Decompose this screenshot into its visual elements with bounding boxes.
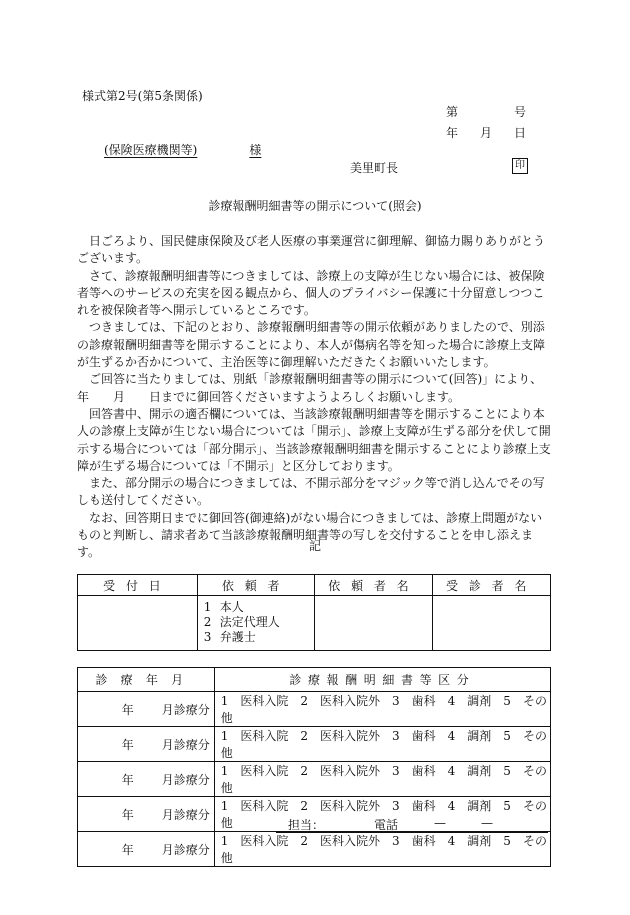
- phone-label: 電話: [374, 818, 399, 832]
- header-treatment-month: 診療年月: [78, 668, 215, 692]
- treatment-period[interactable]: 年 月診療分: [78, 832, 215, 867]
- patient-name-cell[interactable]: [433, 596, 551, 651]
- treatment-period[interactable]: 年 月診療分: [78, 762, 215, 797]
- contact-line: [276, 816, 548, 833]
- contact-person-label: 担当：: [288, 818, 325, 832]
- header-statement-category: 診療報酬明細書等区分: [214, 668, 550, 692]
- ki-heading: 記: [308, 539, 321, 553]
- body-paragraph: つきましては、下記のとおり、診療報酬明細書等の開示依頼がありましたので、別添の診療報酬明細書等を開示することにより、本人が傷病名等を知った場合に診療上支障が生ずるか否かについて、主治医等に御理解いただきたくお願いいたします。: [77, 320, 546, 370]
- category-options[interactable]: 1 医科入院 2 医科入院外 3 歯科 4 調剤 5 その他: [214, 797, 550, 832]
- treatment-table-header: [78, 668, 551, 692]
- header-reception-date: 受付日: [78, 575, 198, 596]
- document-title: 診療報酬明細書等の開示について(照会): [208, 199, 422, 213]
- addressee-suffix: 様: [249, 143, 262, 157]
- body-paragraph: ご回答に当たりましては、別紙「診療報酬明細書等の開示について(回答)」により、 年 月 日までに御回答くださいますようよろしくお願いします。: [77, 372, 549, 404]
- body-paragraph: さて、診療報酬明細書等につきましては、診療上の支障が生じない場合には、被保険者等へのサービスの充実を図る観点から、個人のプライバシー保護に十分留意しつつこれを被保険者等へ開示しているところです。: [77, 268, 545, 318]
- table-row: [78, 832, 551, 867]
- document-number: [446, 103, 526, 120]
- header-requester-name: 依頼者名: [315, 575, 433, 596]
- number-label-go: 号: [513, 105, 526, 119]
- body-text: [77, 233, 551, 562]
- requester-cell: [197, 596, 315, 651]
- table-row: [78, 692, 551, 727]
- date-month: 月: [479, 126, 492, 140]
- treatment-period[interactable]: 年 月診療分: [78, 797, 215, 832]
- phone-separator: —: [434, 816, 446, 830]
- sender: 美里町長: [350, 161, 399, 175]
- request-table-row: [78, 596, 551, 651]
- treatment-period[interactable]: 年 月診療分: [78, 727, 215, 762]
- request-table: [77, 574, 551, 651]
- treatment-period[interactable]: 年 月診療分: [78, 692, 215, 727]
- header-patient-name: 受診者名: [433, 575, 551, 596]
- reception-date-cell[interactable]: [78, 596, 198, 651]
- request-table-header: [78, 575, 551, 596]
- requester-name-cell[interactable]: [315, 596, 433, 651]
- phone-separator: —: [481, 816, 493, 830]
- number-label-dai: 第: [446, 105, 459, 119]
- table-row: [78, 762, 551, 797]
- body-paragraph: なお、回答期日までに御回答(御連絡)がない場合につきましては、診療上問題がないものと判断し、請求者あて当該診療報酬明細書等の写しを交付することを申し添えます。: [77, 510, 543, 560]
- date-year: 年: [446, 126, 459, 140]
- category-options[interactable]: 1 医科入院 2 医科入院外 3 歯科 4 調剤 5 その他: [214, 832, 550, 867]
- header-requester: 依頼者: [197, 575, 315, 596]
- addressee: [104, 141, 261, 158]
- table-row: [78, 727, 551, 762]
- addressee-name: (保険医療機関等): [104, 143, 198, 157]
- body-paragraph: 日ごろより、国民健康保険及び老人医療の事業運営に御理解、御協力賜りありがとうございます。: [77, 234, 546, 266]
- form-number: 様式第2号(第5条関係): [82, 89, 203, 103]
- body-paragraph: 回答書中、開示の適否欄については、当該診療報酬明細書等を開示することにより本人の診療上支障が生じない場合については「開示」、診療上支障が生ずる部分を伏して開示する場合については「部分開示」、当該診療報酬明細書を開示することにより診療上支障が生ずる場合については「不開示」と区分しております。: [77, 406, 551, 473]
- requester-option[interactable]: 1 本人: [203, 600, 244, 614]
- category-options[interactable]: 1 医科入院 2 医科入院外 3 歯科 4 調剤 5 その他: [214, 727, 550, 762]
- requester-options: [204, 600, 315, 645]
- seal-mark: 印: [512, 158, 528, 174]
- treatment-table: [77, 667, 551, 867]
- category-options[interactable]: 1 医科入院 2 医科入院外 3 歯科 4 調剤 5 その他: [214, 692, 550, 727]
- document-date: [446, 124, 526, 141]
- requester-option[interactable]: 3 弁護士: [203, 630, 256, 644]
- body-paragraph: また、部分開示の場合につきましては、不開示部分をマジック等で消し込んでその写しも送付してください。: [77, 476, 545, 508]
- category-options[interactable]: 1 医科入院 2 医科入院外 3 歯科 4 調剤 5 その他: [214, 762, 550, 797]
- date-day: 日: [513, 126, 526, 140]
- requester-option[interactable]: 2 法定代理人: [203, 615, 280, 629]
